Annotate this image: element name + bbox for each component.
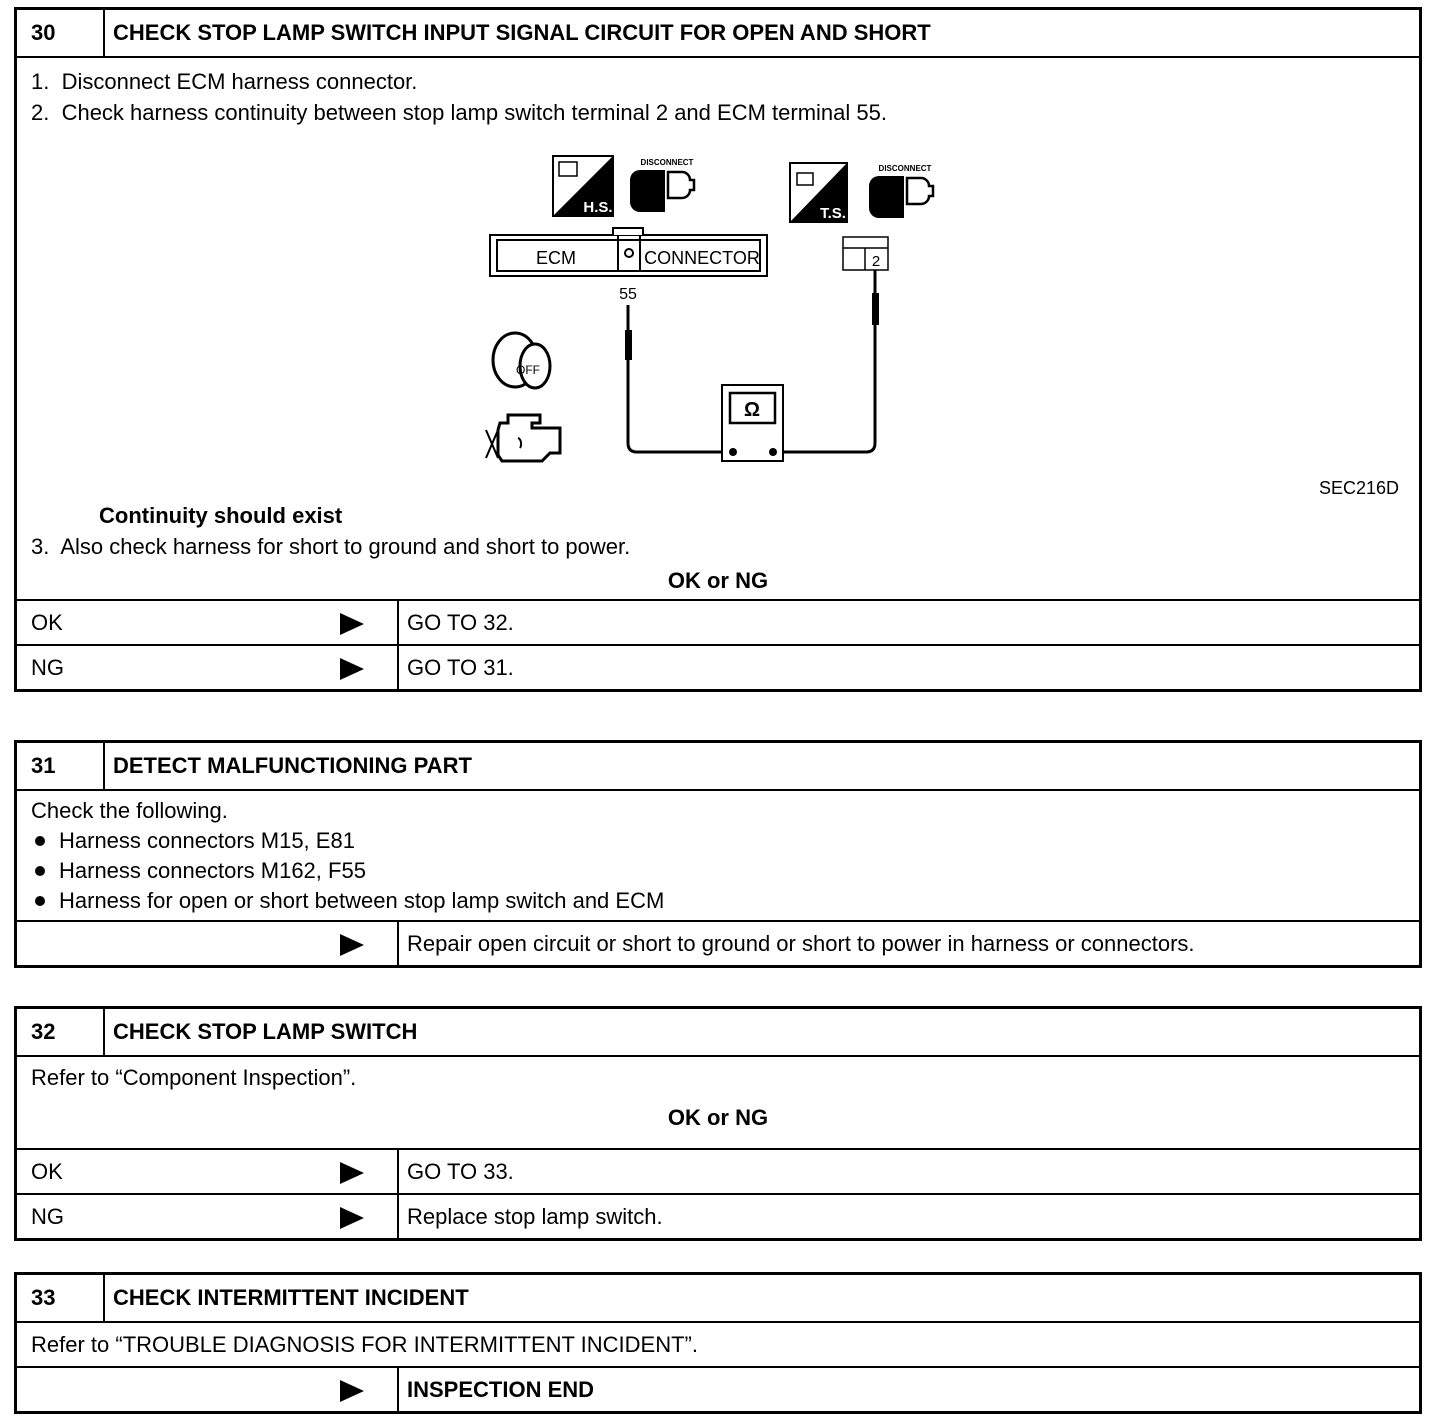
figure-id: SEC216D: [1319, 478, 1400, 498]
result-action: INSPECTION END: [407, 1377, 595, 1402]
ecm-terminal-label: 55: [619, 286, 637, 303]
result-condition: NG: [31, 1204, 64, 1229]
svg-text:T.S.: T.S.: [820, 205, 846, 222]
step-title: CHECK STOP LAMP SWITCH: [113, 1019, 418, 1044]
engine-off-icon: [486, 415, 560, 461]
stop-lamp-switch-connector: [843, 237, 888, 270]
result-action: GO TO 33.: [407, 1159, 514, 1184]
svg-text:OFF: OFF: [516, 363, 540, 377]
instruction: 1. Disconnect ECM harness connector.: [31, 69, 418, 94]
svg-text:2: 2: [871, 253, 881, 270]
instruction: 2. Check harness continuity between stop lamp switch terminal 2 and ECM terminal 55.: [31, 100, 887, 125]
instruction: 3. Also check harness for short to ground and short to power.: [31, 534, 631, 559]
intro-text: Refer to “Component Inspection”.: [31, 1065, 357, 1090]
step-title: CHECK INTERMITTENT INCIDENT: [113, 1285, 469, 1310]
result-action: Replace stop lamp switch.: [407, 1204, 663, 1229]
result-row-ng: [17, 1193, 1419, 1238]
arrow-icon: [340, 658, 364, 680]
step-body: [17, 56, 1419, 599]
harness-side-icon: [553, 156, 613, 216]
list-item-text: Harness connectors M162, F55: [59, 858, 366, 883]
step-31-table: [14, 740, 1422, 968]
step-number: 33: [17, 1275, 105, 1321]
step-number: 30: [17, 10, 105, 56]
step-30-table: [14, 7, 1422, 692]
svg-text:H.S.: H.S.: [583, 199, 613, 216]
list-item: [31, 886, 1405, 916]
spec-text: Continuity should exist: [99, 503, 343, 528]
step-33-table: [14, 1272, 1422, 1414]
step-header: [17, 1009, 1419, 1055]
step-32-table: [14, 1006, 1422, 1241]
wiring-diagram: [470, 148, 970, 478]
list-item-text: Harness connectors M15, E81: [59, 828, 355, 853]
list-item-text: Harness for open or short between stop lamp switch and ECM: [59, 888, 665, 913]
ohmmeter-icon: [722, 385, 783, 461]
arrow-icon: [340, 613, 364, 635]
result-condition: NG: [31, 655, 64, 680]
arrow-icon: [340, 934, 364, 956]
decision-label: OK or NG: [667, 1105, 769, 1130]
step-header: [17, 743, 1419, 789]
bullet-icon: [35, 836, 45, 846]
svg-text:CONNECTOR: CONNECTOR: [644, 248, 760, 268]
svg-text:DISCONNECT: DISCONNECT: [640, 158, 694, 167]
list-item: [31, 826, 1405, 856]
arrow-icon: [340, 1380, 364, 1402]
result-row: [17, 1366, 1419, 1411]
step-body: [17, 1055, 1419, 1148]
arrow-icon: [340, 1207, 364, 1229]
ecm-connector: [490, 228, 767, 276]
svg-text:DISCONNECT: DISCONNECT: [878, 164, 932, 173]
step-title: DETECT MALFUNCTIONING PART: [113, 753, 472, 778]
step-header: [17, 1275, 1419, 1321]
bullet-icon: [35, 896, 45, 906]
disconnect-icon: [869, 164, 933, 218]
step-header: [17, 10, 1419, 56]
step-number: 31: [17, 743, 105, 789]
result-action: GO TO 31.: [407, 655, 514, 680]
step-body: [17, 789, 1419, 920]
disconnect-icon: [630, 158, 694, 212]
arrow-icon: [340, 1162, 364, 1184]
result-row-ok: [17, 1148, 1419, 1193]
svg-text:Ω: Ω: [743, 399, 761, 421]
decision-label: OK or NG: [667, 568, 769, 593]
result-action: GO TO 32.: [407, 610, 514, 635]
result-condition: OK: [31, 610, 63, 635]
list-item: [31, 856, 1405, 886]
intro-text: Check the following.: [31, 798, 228, 823]
step-title: CHECK STOP LAMP SWITCH INPUT SIGNAL CIRCUIT FOR OPEN AND SHORT: [113, 20, 931, 45]
bullet-icon: [35, 866, 45, 876]
terminal-side-icon: [790, 163, 847, 222]
step-body: [17, 1321, 1419, 1366]
result-action: Repair open circuit or short to ground or short to power in harness or connectors.: [407, 931, 1195, 956]
result-row-ng: [17, 644, 1419, 689]
ignition-off-icon: [493, 333, 550, 388]
intro-text: Refer to “TROUBLE DIAGNOSIS FOR INTERMITTENT INCIDENT”.: [31, 1332, 698, 1357]
svg-text:ECM: ECM: [536, 248, 576, 268]
result-row: [17, 920, 1419, 965]
result-row-ok: [17, 599, 1419, 644]
step-number: 32: [17, 1009, 105, 1055]
result-condition: OK: [31, 1159, 63, 1184]
